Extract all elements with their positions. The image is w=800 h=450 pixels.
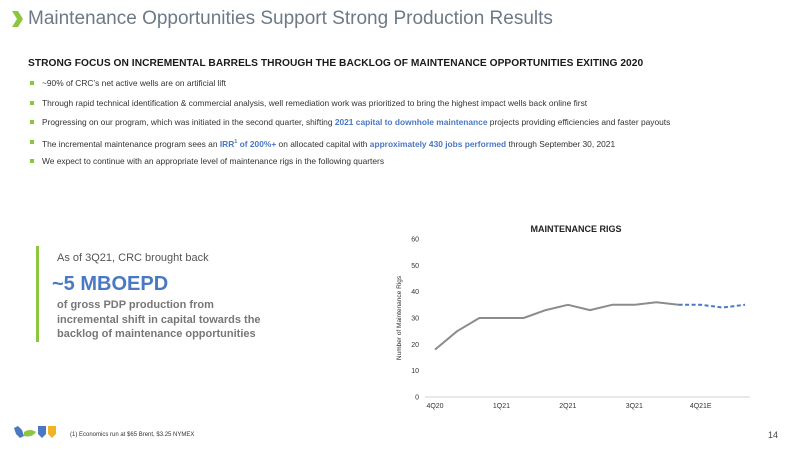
bullet-square-icon bbox=[30, 159, 34, 163]
bullet-square-icon bbox=[30, 140, 34, 144]
x-tick-label: 3Q21 bbox=[625, 403, 643, 410]
callout-lead-text: As of 3Q21, CRC brought back bbox=[57, 252, 209, 264]
bullet-item: The incremental maintenance program sees an IRR$^1$ of 200%+ on allocated capital with approximately 430 jobs performed through September 30, 2021 bbox=[28, 137, 788, 157]
footnote: (1) Economics run at $65 Brent, $3.25 NYMEX bbox=[70, 432, 195, 438]
footnote-marker: 1 bbox=[234, 138, 238, 145]
x-tick-label: 1Q21 bbox=[492, 403, 510, 410]
highlight-text: of 200%+ bbox=[237, 138, 277, 149]
bullet-item: Through rapid technical identification & commercial analysis, well remediation work was prioritized to bring the highest impact wells back online first bbox=[28, 98, 788, 118]
y-tick-label: 30 bbox=[411, 315, 419, 323]
x-tick-label: 2Q21 bbox=[559, 403, 577, 410]
x-tick-label: 4Q20 bbox=[426, 403, 444, 410]
y-tick-label: 60 bbox=[411, 236, 419, 244]
y-tick-label: 0 bbox=[415, 394, 419, 402]
bullet-list bbox=[28, 78, 788, 176]
y-tick-label: 40 bbox=[411, 289, 419, 297]
callout-description: of gross PDP production from incremental shift in capital towards the backlog of maintenance opportunities bbox=[57, 299, 261, 340]
bullet-square-icon bbox=[30, 101, 34, 105]
callout-headline: ~5 MBOEPD bbox=[52, 273, 169, 295]
bullet-item: We expect to continue with an appropriate level of maintenance rigs in the following quarters bbox=[28, 156, 788, 176]
y-tick-label: 50 bbox=[411, 262, 419, 270]
page-number: 14 bbox=[768, 430, 779, 440]
bullet-square-icon bbox=[30, 120, 34, 124]
company-logo-icon bbox=[12, 422, 60, 442]
section-subtitle: STRONG FOCUS ON INCREMENTAL BARRELS THROUGH THE BACKLOG OF MAINTENANCE OPPORTUNITIES EXITING 2020 bbox=[28, 58, 644, 69]
chevron-right-icon bbox=[10, 10, 24, 28]
series-line-forecast bbox=[679, 305, 745, 308]
page-title: Maintenance Opportunities Support Strong Production Results bbox=[28, 8, 553, 29]
y-tick-label: 10 bbox=[411, 368, 419, 376]
highlight-text: approximately 430 jobs performed bbox=[369, 138, 507, 149]
x-tick-label: 4Q21E bbox=[689, 403, 712, 410]
bullet-item: Progressing on our program, which was initiated in the second quarter, shifting 2021 capital to downhole maintenance projects providing efficiencies and faster payouts bbox=[28, 117, 788, 137]
y-axis bbox=[411, 237, 419, 402]
chart-title: MAINTENANCE RIGS bbox=[530, 224, 622, 234]
bullet-square-icon bbox=[30, 81, 34, 85]
highlight-text: 2021 capital to downhole maintenance bbox=[334, 117, 488, 127]
bullet-item: ~90% of CRC’s net active wells are on artificial lift bbox=[28, 78, 788, 98]
x-axis bbox=[426, 403, 712, 410]
callout-accent-bar bbox=[36, 246, 39, 342]
y-tick-label: 20 bbox=[411, 341, 419, 349]
chart-series bbox=[435, 302, 745, 349]
series-line-actual bbox=[435, 302, 679, 349]
maintenance-rigs-chart bbox=[380, 216, 780, 416]
chart-y-axis-label: Number of Maintenance Rigs bbox=[396, 275, 403, 361]
highlight-text: IRR bbox=[219, 138, 235, 149]
